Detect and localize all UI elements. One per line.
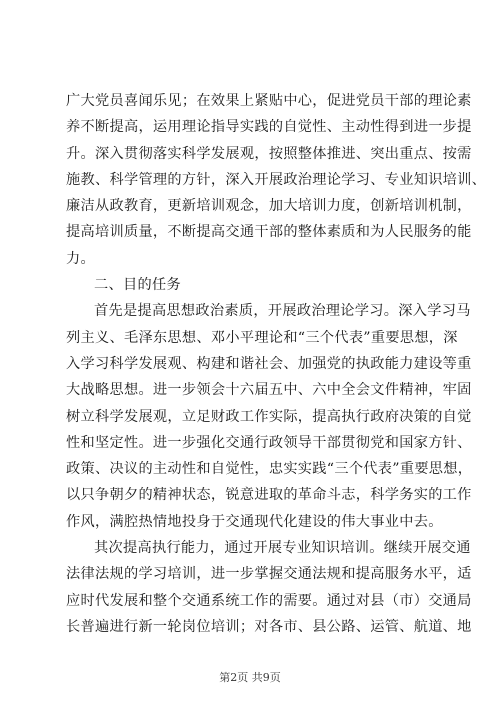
- page-footer: 第2页 共9页: [219, 671, 281, 684]
- text-line: 养不断提高，运用理论指导实践的自觉性、主动性得到进一步提: [66, 119, 472, 136]
- text-line: 作风，满腔热情地投身于交通现代化建设的伟大事业中去。: [66, 513, 443, 530]
- text-line: 其次提高执行能力，通过开展专业知识培训。继续开展交通: [94, 540, 471, 557]
- text-line: 以只争朝夕的精神状态，锐意进取的革命斗志，科学务实的工作: [66, 487, 472, 504]
- text-line: 首先是提高思想政治素质，开展政治理论学习。深入学习马: [94, 303, 471, 320]
- text-line: 法律法规的学习培训，进一步掌握交通法规和提高服务水平，适: [66, 566, 472, 583]
- text-line: 廉洁从政教育，更新培训观念，加大培训力度，创新培训机制，: [66, 198, 472, 215]
- text-line: 升。深入贯彻落实科学发展观，按照整体推进、突出重点、按需: [66, 145, 472, 162]
- text-line: 应时代发展和整个交通系统工作的需要。通过对县（市）交通局: [66, 592, 472, 609]
- text-line: 广大党员喜闻乐见；在效果上紧贴中心，促进党员干部的理论素: [66, 93, 472, 109]
- text-line: 列主义、毛泽东思想、邓小平理论和“三个代表”重要思想，深: [66, 329, 458, 346]
- text-line: 二、目的任务: [94, 277, 181, 294]
- text-line: 树立科学发展观，立足财政工作实际，提高执行政府决策的自觉: [66, 408, 472, 425]
- text-line: 力。: [66, 250, 95, 267]
- text-line: 长普遍进行新一轮岗位培训；对各市、县公路、运管、航道、地: [66, 618, 472, 635]
- text-line: 性和坚定性。进一步强化交通行政领导干部贯彻党和国家方针、: [66, 434, 472, 451]
- text-line: 施教、科学管理的方针，深入开展政治理论学习、专业知识培训、: [66, 171, 487, 188]
- text-line: 提高培训质量，不断提高交通干部的整体素质和为人民服务的能: [66, 224, 472, 241]
- text-line: 入学习科学发展观、构建和谐社会、加强党的执政能力建设等重: [66, 355, 472, 372]
- text-line: 大战略思想。进一步领会十六届五中、六中全会文件精神，牢固: [66, 382, 472, 399]
- text-line: 政策、决议的主动性和自觉性，忠实实践“三个代表”重要思想，: [66, 461, 473, 478]
- document-body: [66, 88, 487, 640]
